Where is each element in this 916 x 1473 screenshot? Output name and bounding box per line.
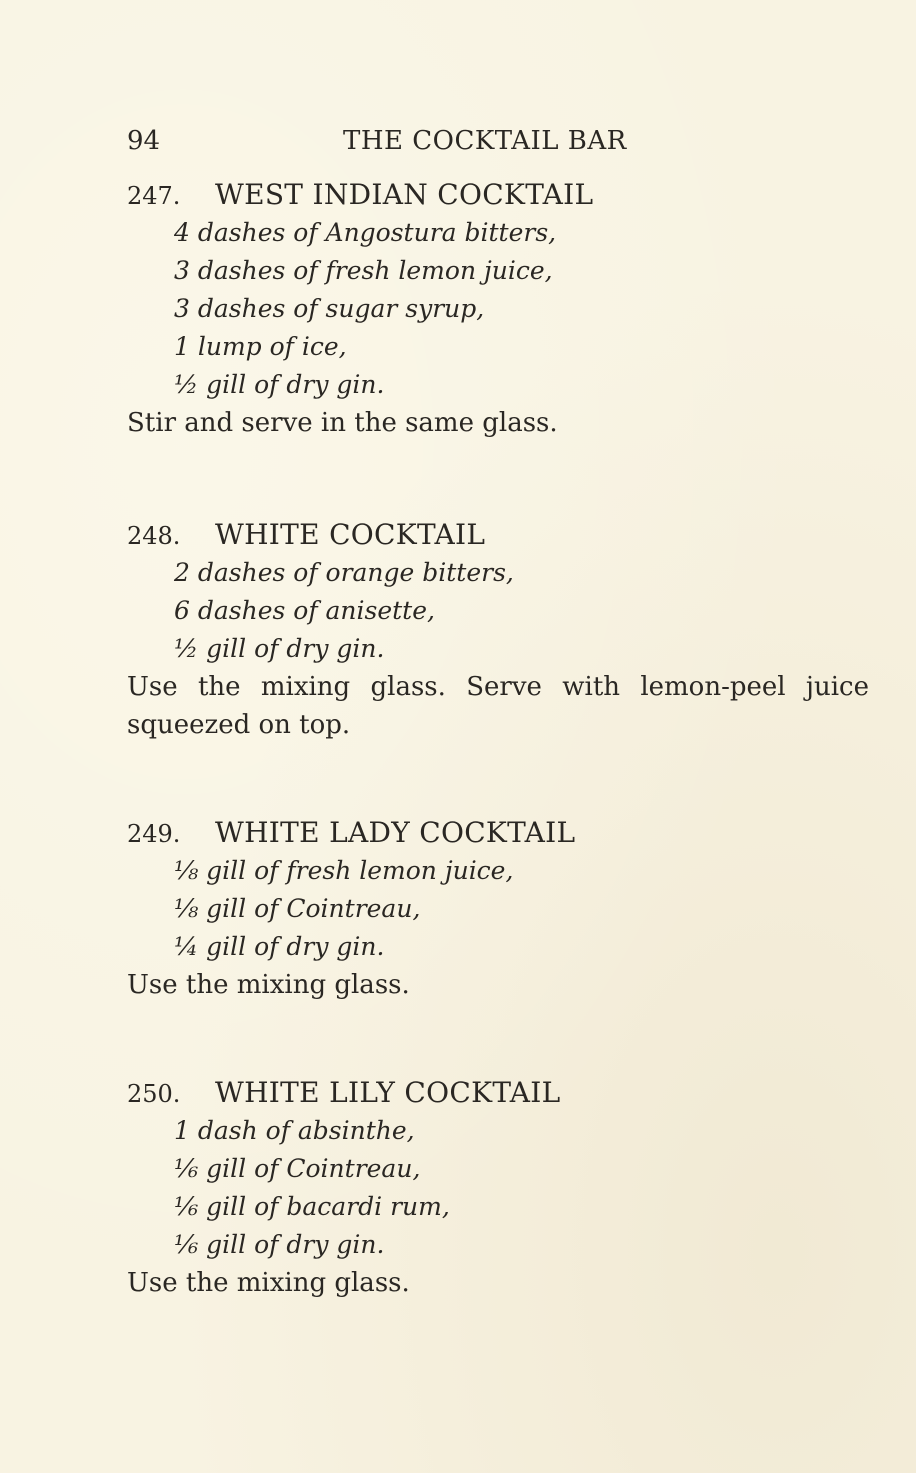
- ingredient: 3 dashes of sugar syrup,: [174, 294, 485, 323]
- ingredient: 2 dashes of orange bitters,: [174, 558, 514, 587]
- ingredient-list: [127, 554, 869, 668]
- recipe-247: [127, 176, 869, 442]
- recipe-instruction: Use the mixing glass.: [127, 970, 410, 1000]
- recipe-instruction: Use the mixing glass.: [127, 1268, 410, 1298]
- recipe-heading: [127, 814, 869, 852]
- ingredient: 1 dash of absinthe,: [174, 1116, 415, 1145]
- recipe-heading: [127, 176, 869, 214]
- recipe-249: [127, 814, 869, 1004]
- recipe-number: 249.: [127, 820, 181, 848]
- ingredient-list: [127, 852, 869, 966]
- page-number: 94: [127, 126, 161, 156]
- ingredient: ⅛ gill of Cointreau,: [174, 894, 421, 923]
- recipe-heading: [127, 516, 869, 554]
- ingredient: ⅙ gill of dry gin.: [174, 1230, 385, 1259]
- recipe-number: 247.: [127, 182, 181, 210]
- recipe-name: WEST INDIAN COCKTAIL: [215, 178, 594, 211]
- ingredient: 1 lump of ice,: [174, 332, 347, 361]
- ingredient: ⅛ gill of fresh lemon juice,: [174, 856, 514, 885]
- recipe-248: [127, 516, 869, 744]
- ingredient: 6 dashes of anisette,: [174, 596, 435, 625]
- ingredient: ⅙ gill of Cointreau,: [174, 1154, 421, 1183]
- recipe-name: WHITE LADY COCKTAIL: [215, 816, 576, 849]
- recipe-number: 250.: [127, 1080, 181, 1108]
- ingredient: 3 dashes of fresh lemon juice,: [174, 256, 553, 285]
- recipe-instruction: Stir and serve in the same glass.: [127, 408, 558, 438]
- ingredient: ¼ gill of dry gin.: [174, 932, 385, 961]
- recipe-250: [127, 1074, 869, 1302]
- ingredient: ½ gill of dry gin.: [174, 370, 385, 399]
- ingredient-list: [127, 1112, 869, 1264]
- recipe-instruction: Use the mixing glass. Serve with lemon-peel juice squeezed on top.: [127, 672, 869, 740]
- recipe-name: WHITE LILY COCKTAIL: [215, 1076, 561, 1109]
- recipe-name: WHITE COCKTAIL: [215, 518, 486, 551]
- ingredient-list: [127, 214, 869, 404]
- recipe-heading: [127, 1074, 869, 1112]
- recipe-number: 248.: [127, 522, 181, 550]
- ingredient: 4 dashes of Angostura bitters,: [174, 218, 557, 247]
- running-title: THE COCKTAIL BAR: [343, 126, 627, 156]
- ingredient: ½ gill of dry gin.: [174, 634, 385, 663]
- ingredient: ⅙ gill of bacardi rum,: [174, 1192, 450, 1221]
